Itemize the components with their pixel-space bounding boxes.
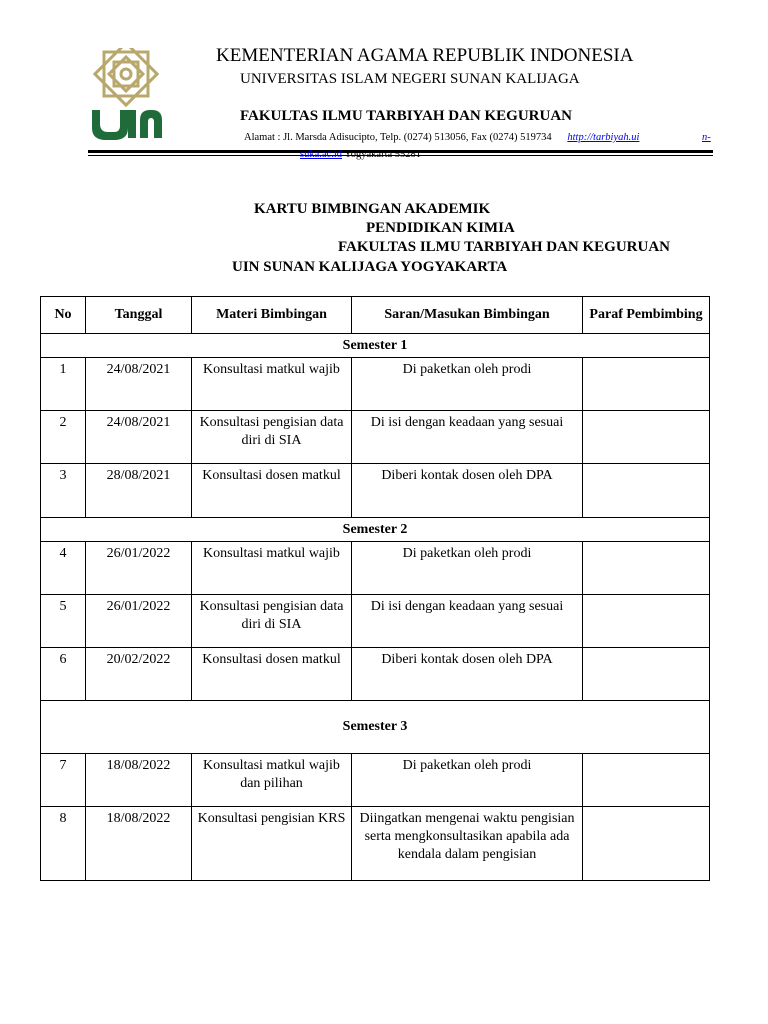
address-line [244, 132, 639, 143]
table-header-row [41, 297, 710, 334]
cell-advice: Di paketkan oleh prodi [352, 754, 583, 807]
header-date: Tanggal [86, 297, 192, 334]
guidance-table [40, 296, 710, 881]
table-row [41, 411, 710, 464]
cell-date: 24/08/2021 [86, 411, 192, 464]
cell-no: 8 [41, 807, 86, 881]
table-row [41, 807, 710, 881]
cell-advice: Diberi kontak dosen oleh DPA [352, 464, 583, 518]
cell-signature [583, 411, 710, 464]
header-signature: Paraf Pembimbing [583, 297, 710, 334]
cell-topic: Konsultasi matkul wajib [192, 358, 352, 411]
header-topic: Materi Bimbingan [192, 297, 352, 334]
cell-signature [583, 542, 710, 595]
cell-signature [583, 754, 710, 807]
table-row [41, 464, 710, 518]
cell-no: 7 [41, 754, 86, 807]
cell-no: 4 [41, 542, 86, 595]
website-link[interactable]: http://tarbiyah.ui [567, 132, 640, 143]
header-no: No [41, 297, 86, 334]
semester-label: Semester 2 [41, 518, 710, 542]
ministry-heading: KEMENTERIAN AGAMA REPUBLIK INDONESIA [216, 45, 634, 66]
cell-date: 26/01/2022 [86, 542, 192, 595]
semester-label: Semester 3 [41, 701, 710, 754]
cell-advice: Diberi kontak dosen oleh DPA [352, 648, 583, 701]
address-text: Alamat : Jl. Marsda Adisucipto, Telp. (0274) 513056, Fax (0274) 519734 [244, 132, 552, 143]
semester-row [41, 518, 710, 542]
semester-row [41, 334, 710, 358]
semester-row [41, 701, 710, 754]
uin-logo [88, 48, 164, 142]
cell-date: 18/08/2022 [86, 807, 192, 881]
cell-date: 20/02/2022 [86, 648, 192, 701]
cell-date: 26/01/2022 [86, 595, 192, 648]
cell-date: 18/08/2022 [86, 754, 192, 807]
study-program: PENDIDIKAN KIMIA [366, 220, 515, 236]
cell-advice: Diingatkan mengenai waktu pengisian serta mengkonsultasikan apabila ada kendala dalam pengisian [352, 807, 583, 881]
cell-signature [583, 358, 710, 411]
cell-no: 3 [41, 464, 86, 518]
website-link-continued[interactable]: n- [702, 132, 711, 143]
cell-topic: Konsultasi pengisian data diri di SIA [192, 411, 352, 464]
cell-no: 1 [41, 358, 86, 411]
university-title: UIN SUNAN KALIJAGA YOGYAKARTA [232, 259, 508, 275]
university-heading: UNIVERSITAS ISLAM NEGERI SUNAN KALIJAGA [240, 71, 580, 87]
cell-signature [583, 595, 710, 648]
address-city: Yogyakarta 55281 [342, 149, 422, 160]
cell-no: 2 [41, 411, 86, 464]
cell-advice: Di isi dengan keadaan yang sesuai [352, 595, 583, 648]
cell-topic: Konsultasi matkul wajib dan pilihan [192, 754, 352, 807]
cell-signature [583, 464, 710, 518]
cell-topic: Konsultasi matkul wajib [192, 542, 352, 595]
cell-no: 5 [41, 595, 86, 648]
cell-topic: Konsultasi dosen matkul [192, 648, 352, 701]
cell-date: 28/08/2021 [86, 464, 192, 518]
cell-advice: Di paketkan oleh prodi [352, 358, 583, 411]
cell-date: 24/08/2021 [86, 358, 192, 411]
cell-advice: Di paketkan oleh prodi [352, 542, 583, 595]
cell-topic: Konsultasi dosen matkul [192, 464, 352, 518]
cell-signature [583, 648, 710, 701]
card-title: KARTU BIMBINGAN AKADEMIK [254, 201, 491, 217]
cell-topic: Konsultasi pengisian data diri di SIA [192, 595, 352, 648]
header-advice: Saran/Masukan Bimbingan [352, 297, 583, 334]
faculty-title: FAKULTAS ILMU TARBIYAH DAN KEGURUAN [338, 239, 670, 255]
semester-label: Semester 1 [41, 334, 710, 358]
table-row [41, 542, 710, 595]
table-row [41, 358, 710, 411]
cell-signature [583, 807, 710, 881]
table-row [41, 595, 710, 648]
cell-topic: Konsultasi pengisian KRS [192, 807, 352, 881]
address-line-2 [300, 149, 421, 160]
website-domain-link[interactable]: suka.ac.id [300, 149, 342, 160]
table-row [41, 754, 710, 807]
cell-advice: Di isi dengan keadaan yang sesuai [352, 411, 583, 464]
table-row [41, 648, 710, 701]
faculty-heading: FAKULTAS ILMU TARBIYAH DAN KEGURUAN [240, 108, 572, 124]
cell-no: 6 [41, 648, 86, 701]
